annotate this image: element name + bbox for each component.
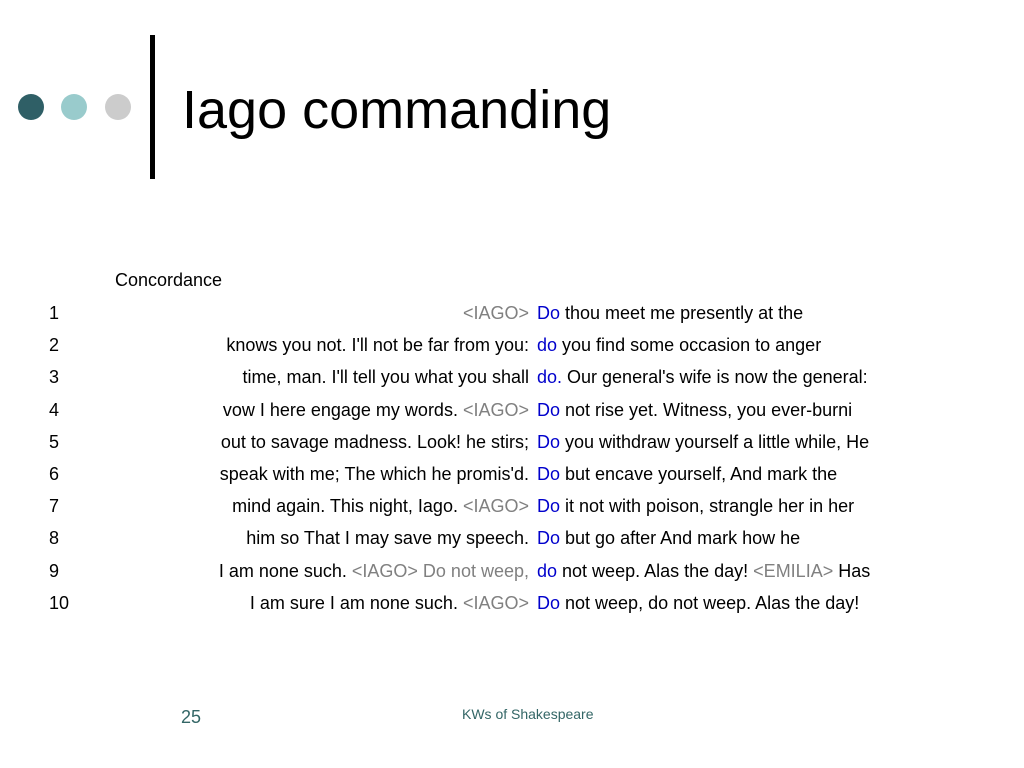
keyword-and-right-context — [537, 400, 852, 421]
keyword: Do — [537, 528, 561, 549]
right-context-text: not weep. Alas the day! — [557, 560, 754, 581]
row-number: 5 — [49, 431, 60, 452]
concordance-row — [0, 335, 1024, 359]
slide-title: Iago commanding — [182, 80, 612, 140]
title-divider — [150, 35, 155, 179]
dot-light-teal-icon — [61, 94, 87, 120]
concordance-row — [0, 593, 1024, 617]
left-context-text: out to savage madness. Look! he stirs; — [220, 431, 529, 452]
left-context-text: vow I here engage my words. — [222, 399, 463, 420]
right-context-text: but encave yourself, And mark the — [560, 464, 838, 484]
keyword-and-right-context — [537, 335, 821, 356]
concordance-row — [0, 432, 1024, 456]
row-number: 4 — [49, 399, 60, 420]
keyword: Do — [537, 431, 561, 452]
row-number: 2 — [49, 335, 60, 356]
right-context-text: not rise yet. Witness, you ever-burni — [560, 399, 853, 420]
right-context-text: you withdraw yourself a little while, He — [560, 431, 870, 452]
left-context — [226, 335, 529, 356]
row-number: 7 — [49, 496, 60, 517]
left-context — [250, 593, 529, 614]
right-context-text: not weep, do not weep. Alas the day! — [560, 592, 860, 613]
keyword: Do — [537, 496, 561, 517]
concordance-row — [0, 303, 1024, 327]
row-number: 9 — [49, 560, 60, 581]
keyword-and-right-context — [537, 464, 837, 485]
right-context-after: Has — [833, 560, 871, 581]
keyword-and-right-context — [537, 303, 803, 324]
keyword-and-right-context — [537, 528, 800, 549]
concordance-row — [0, 528, 1024, 552]
concordance-row — [0, 464, 1024, 488]
left-speaker-tag: <IAGO> — [462, 399, 529, 420]
right-context-text: thou meet me presently at the — [560, 303, 804, 323]
keyword: Do — [537, 592, 561, 613]
left-context — [221, 432, 529, 453]
concordance-row — [0, 367, 1024, 391]
right-context-text: Our general's wife is now the general: — [562, 367, 868, 388]
keyword-and-right-context — [537, 367, 868, 388]
left-context — [246, 528, 529, 549]
left-context — [220, 464, 529, 485]
left-context-text: mind again. This night, Iago. — [232, 496, 463, 517]
keyword-and-right-context — [537, 432, 869, 453]
keyword: Do — [537, 464, 561, 484]
left-context — [232, 496, 529, 517]
keyword-and-right-context — [537, 496, 854, 517]
row-number: 6 — [49, 464, 60, 484]
right-context-text: you find some occasion to anger — [557, 335, 822, 356]
concordance-row — [0, 400, 1024, 424]
left-context-text: I am sure I am none such. — [249, 592, 463, 613]
left-context — [463, 303, 529, 324]
concordance-header: Concordance — [115, 270, 223, 290]
row-number: 1 — [49, 303, 60, 323]
keyword-and-right-context — [537, 593, 859, 614]
row-number: 3 — [49, 367, 60, 388]
keyword: Do — [537, 303, 561, 323]
keyword-and-right-context — [537, 561, 870, 582]
right-context-text: it not with poison, strangle her in her — [560, 496, 855, 517]
left-speaker-tag: <IAGO> — [462, 303, 529, 323]
concordance-row — [0, 496, 1024, 520]
keyword: do — [537, 560, 558, 581]
left-context-text: I am none such. — [218, 560, 352, 581]
row-number: 8 — [49, 528, 60, 549]
left-context — [223, 400, 529, 421]
keyword: do — [537, 335, 558, 356]
left-speaker-tag: <IAGO> — [462, 592, 529, 613]
keyword: do. — [537, 367, 563, 388]
dot-gray-icon — [105, 94, 131, 120]
left-context-text: speak with me; The which he promis'd. — [219, 464, 529, 484]
left-speaker-tag: <IAGO> — [462, 496, 529, 517]
page-number: 25 — [181, 707, 202, 727]
keyword: Do — [537, 399, 561, 420]
left-context — [242, 367, 529, 388]
right-speaker-tag: <EMILIA> — [753, 560, 834, 581]
left-context — [219, 561, 529, 582]
dot-dark-teal-icon — [18, 94, 44, 120]
left-speaker-tag: <IAGO> Do not weep, — [351, 560, 529, 581]
left-context-text: time, man. I'll tell you what you shall — [242, 367, 529, 388]
right-context-text: but go after And mark how he — [560, 528, 801, 549]
left-context-text: knows you not. I'll not be far from you: — [226, 335, 529, 356]
left-context-text: him so That I may save my speech. — [246, 528, 529, 549]
row-number: 10 — [49, 592, 70, 613]
footer-text: KWs of Shakespeare — [462, 706, 594, 722]
concordance-row — [0, 561, 1024, 585]
